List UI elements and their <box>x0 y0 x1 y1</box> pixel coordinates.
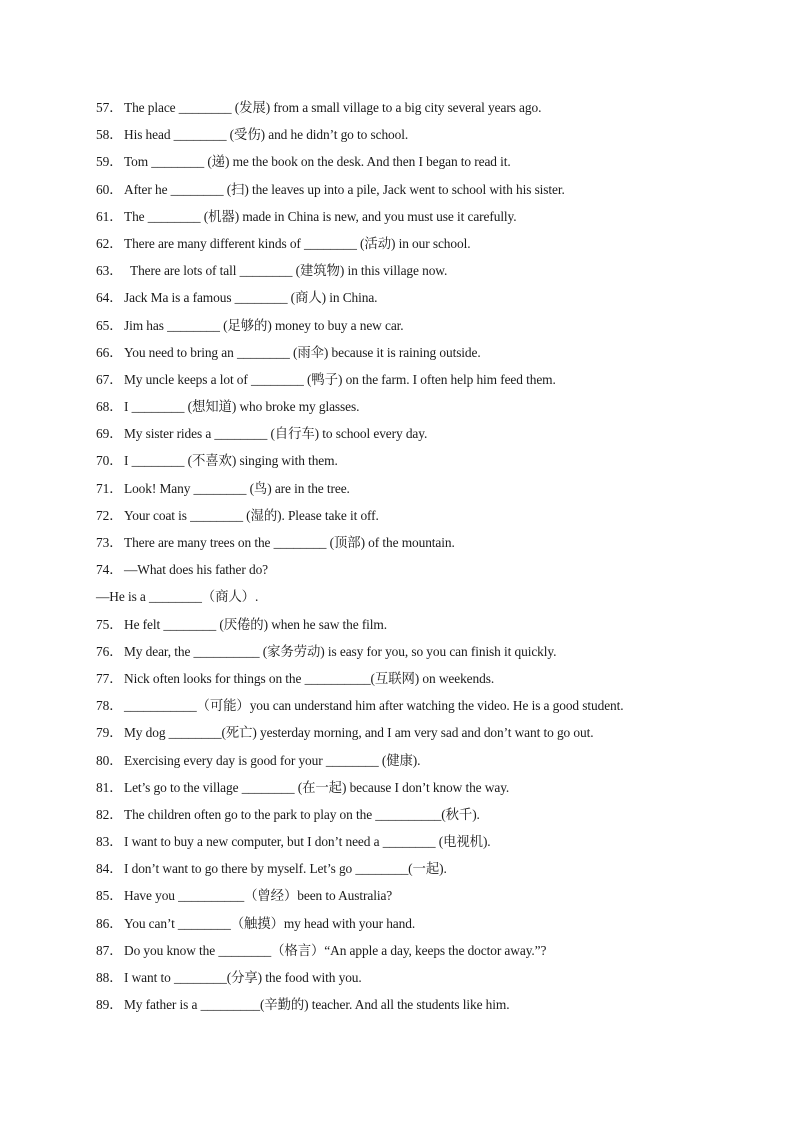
question-text: After he ________ (扫) the leaves up into a pile, Jack went to school with his sister. <box>124 181 565 197</box>
question-number: 85． <box>96 888 123 904</box>
question-number: 83． <box>96 834 123 850</box>
question-text: My dog ________(死亡) yesterday morning, and I am very sad and don’t want to go out. <box>124 725 594 741</box>
question-62 <box>96 230 736 257</box>
question-text: My sister rides a ________ (自行车) to school every day. <box>124 426 428 442</box>
question-70 <box>96 447 736 474</box>
question-text: I want to buy a new computer, but I don’t need a ________ (电视机). <box>124 834 491 850</box>
question-number: 79． <box>96 725 123 741</box>
question-84 <box>96 855 736 882</box>
question-text: I want to ________(分享) the food with you. <box>124 970 362 985</box>
question-78 <box>96 692 736 719</box>
question-text: Do you know the ________（格言）“An apple a day, keeps the doctor away.”? <box>124 942 547 958</box>
question-number: 82． <box>96 806 123 822</box>
question-74 <box>96 556 736 583</box>
question-number: 71． <box>96 480 123 496</box>
question-number: 72． <box>96 507 123 523</box>
question-76 <box>96 638 736 665</box>
question-number: 86． <box>96 915 123 931</box>
question-text: My dear, the __________ (家务劳动) is easy for you, so you can finish it quickly. <box>124 643 557 659</box>
question-text: His head ________ (受伤) and he didn’t go to school. <box>124 127 409 143</box>
question-text: Exercising every day is good for your ________ (健康). <box>124 752 421 768</box>
question-number: 61． <box>96 208 123 224</box>
question-text: I ________ (想知道) who broke my glasses. <box>124 399 360 415</box>
question-71 <box>96 475 736 502</box>
question-number: 88． <box>96 970 123 985</box>
question-text: Jack Ma is a famous ________ (商人) in China. <box>124 290 378 306</box>
question-number: 81． <box>96 779 123 795</box>
question-number: 57． <box>96 100 123 115</box>
question-number: 69． <box>96 426 123 442</box>
exercise-list <box>96 94 736 1018</box>
question-number: 76． <box>96 643 123 659</box>
question-79 <box>96 719 736 746</box>
question-text: My father is a _________(辛勤的) teacher. And all the students like him. <box>124 997 510 1013</box>
question-number: 60． <box>96 181 123 197</box>
question-text: The place ________ (发展) from a small village to a big city several years ago. <box>124 100 542 115</box>
question-text: The ________ (机器) made in China is new, and you must use it carefully. <box>124 208 517 224</box>
question-number: 87． <box>96 942 123 958</box>
question-text: There are many trees on the ________ (顶部) of the mountain. <box>124 535 455 550</box>
question-text: Have you __________（曾经）been to Australia? <box>124 888 393 904</box>
question-text: There are many different kinds of ________ (活动) in our school. <box>124 235 471 251</box>
question-number: 75． <box>96 616 123 632</box>
question-67 <box>96 366 736 393</box>
question-88 <box>96 964 736 991</box>
question-text: Let’s go to the village ________ (在一起) because I don’t know the way. <box>124 779 510 795</box>
question-number: 68． <box>96 399 123 415</box>
question-66 <box>96 339 736 366</box>
question-number: 67． <box>96 371 123 387</box>
question-text: There are lots of tall ________ (建筑物) in this village now. <box>130 263 448 279</box>
question-86 <box>96 910 736 937</box>
question-85 <box>96 882 736 909</box>
question-75 <box>96 611 736 638</box>
question-81 <box>96 774 736 801</box>
question-number: 65． <box>96 317 123 333</box>
question-63 <box>96 257 736 284</box>
question-number: 62． <box>96 235 123 251</box>
question-text: You need to bring an ________ (雨伞) because it is raining outside. <box>124 344 481 360</box>
question-number: 64． <box>96 290 123 306</box>
question-number: 89． <box>96 997 123 1013</box>
question-number: 58． <box>96 127 123 143</box>
question-text: You can’t ________（触摸）my head with your hand. <box>124 915 416 931</box>
question-61 <box>96 203 736 230</box>
question-text: Your coat is ________ (湿的). Please take it off. <box>124 507 379 523</box>
question-65 <box>96 312 736 339</box>
question-89 <box>96 991 736 1018</box>
question-72 <box>96 502 736 529</box>
question-text: The children often go to the park to play on the __________(秋千). <box>124 806 480 822</box>
question-83 <box>96 828 736 855</box>
question-59 <box>96 148 736 175</box>
question-87 <box>96 937 736 964</box>
question-number: 59． <box>96 154 123 170</box>
question-82 <box>96 801 736 828</box>
question-text: ___________（可能）you can understand him after watching the video. He is a good student. <box>124 698 624 714</box>
question-58 <box>96 121 736 148</box>
question-number: 73． <box>96 535 123 550</box>
question-57 <box>96 94 736 121</box>
question-text: Tom ________ (递) me the book on the desk. And then I began to read it. <box>124 154 511 170</box>
question-text: Look! Many ________ (鸟) are in the tree. <box>124 480 350 496</box>
question-number: 78． <box>96 698 123 714</box>
question-text: I don’t want to go there by myself. Let’s go ________(一起). <box>124 861 447 877</box>
question-69 <box>96 420 736 447</box>
question-80 <box>96 747 736 774</box>
dialogue-text: —He is a ________（商人）. <box>96 589 259 605</box>
question-text: I ________ (不喜欢) singing with them. <box>124 453 338 469</box>
question-text: Jim has ________ (足够的) money to buy a new car. <box>124 317 404 333</box>
question-text: —What does his father do? <box>124 562 269 578</box>
question-64 <box>96 284 736 311</box>
question-68 <box>96 393 736 420</box>
question-number: 66． <box>96 344 123 360</box>
question-number: 80． <box>96 752 123 768</box>
question-text: Nick often looks for things on the __________(互联网) on weekends. <box>124 670 495 686</box>
question-74-answer-line <box>96 583 736 610</box>
question-77 <box>96 665 736 692</box>
question-number: 70． <box>96 453 123 469</box>
question-73 <box>96 529 736 556</box>
question-number: 84． <box>96 861 123 877</box>
question-text: My uncle keeps a lot of ________ (鸭子) on the farm. I often help him feed them. <box>124 371 556 387</box>
question-number: 74． <box>96 562 123 578</box>
question-number: 63． <box>96 263 123 279</box>
question-text: He felt ________ (厌倦的) when he saw the film. <box>124 616 387 632</box>
question-60 <box>96 176 736 203</box>
question-number: 77． <box>96 670 123 686</box>
